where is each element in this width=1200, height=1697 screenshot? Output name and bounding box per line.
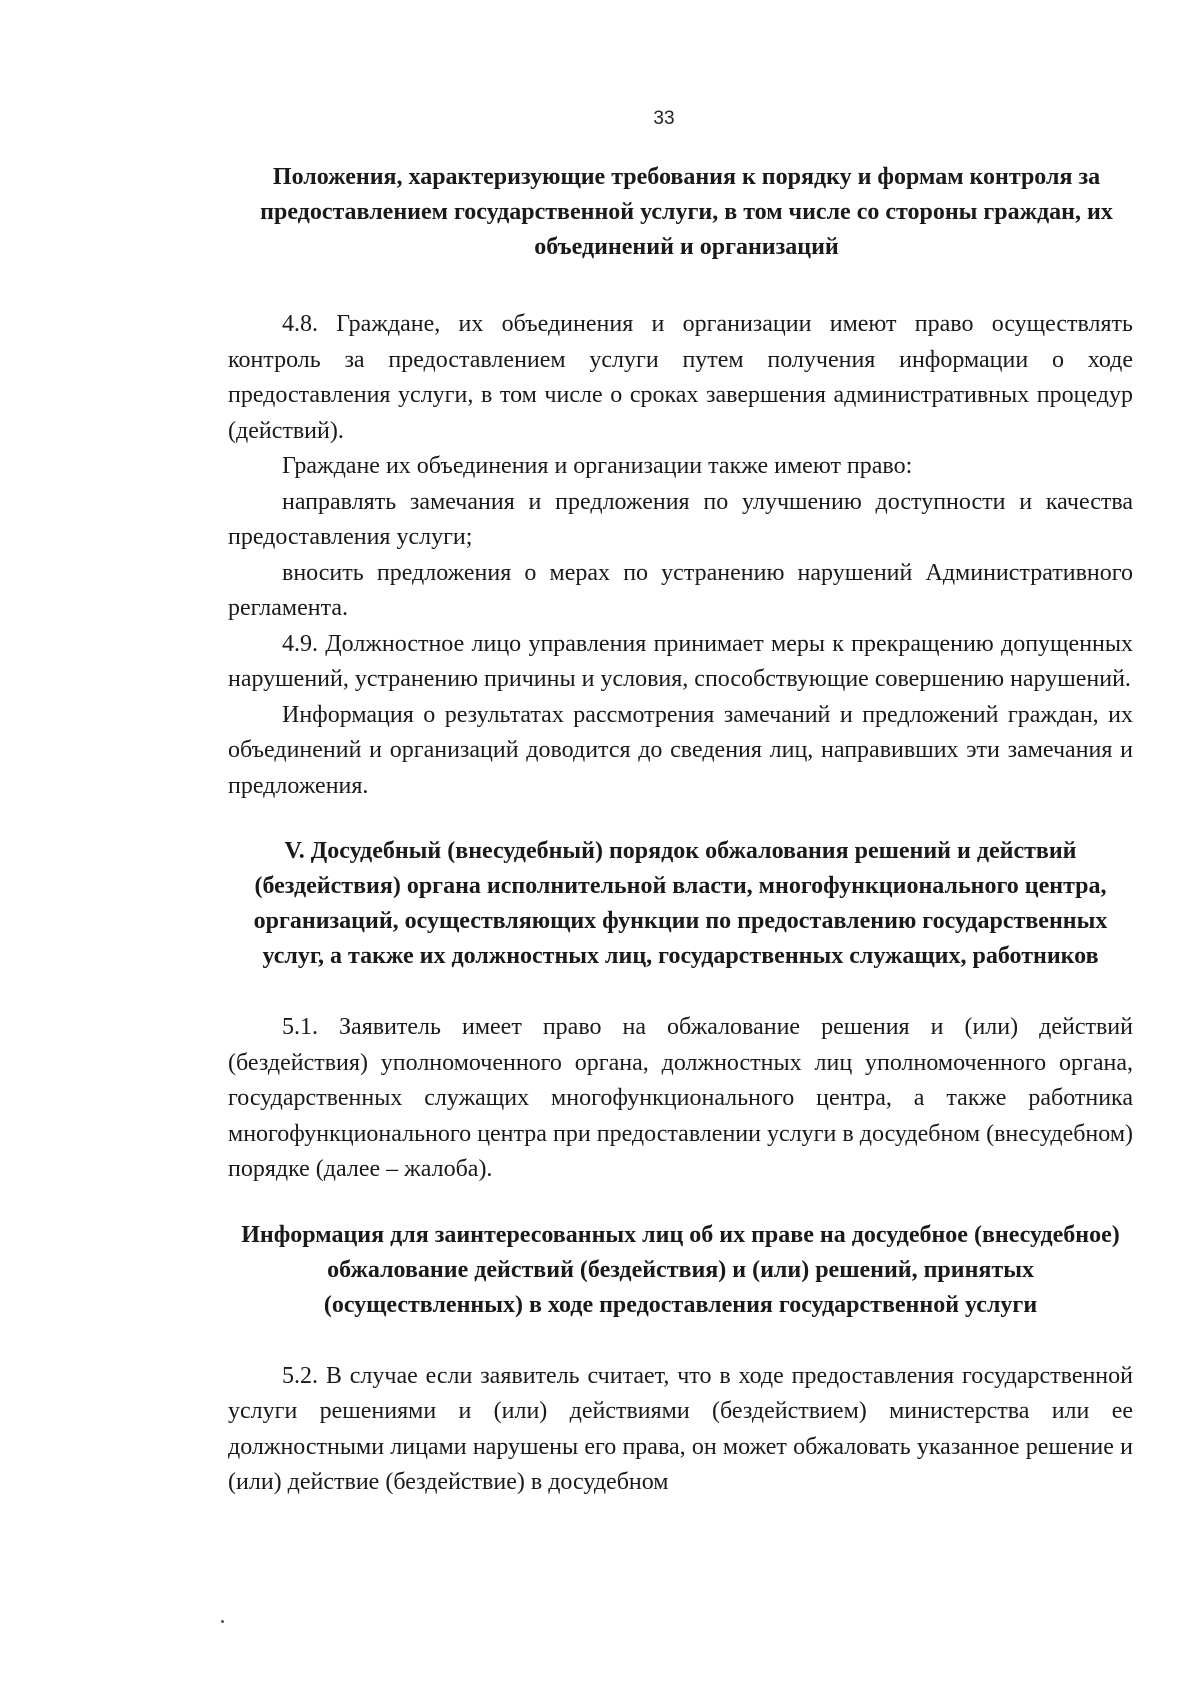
paragraph-rights-intro: Граждане их объединения и организации также имеют право: — [282, 453, 913, 479]
paragraph-4-9: 4.9. Должностное лицо управления принимает меры к прекращению допущенных нарушений, устранению причины и условия, способствующие совершению нарушений. — [228, 630, 1133, 692]
section-heading-control: Положения, характеризующие требования к порядку и формам контроля за предоставлением государственной услуги, в том числе со стороны граждан, их объединений и организаций — [260, 164, 1113, 260]
scan-speck — [221, 1620, 224, 1623]
paragraph-4-8: 4.8. Граждане, их объединения и организации имеют право осуществлять контроль за предоставлением услуги путем получения информации о ходе предоставления услуги, в том числе о сроках завершения административных процедур (действий). — [228, 311, 1133, 444]
paragraph-right-1: направлять замечания и предложения по улучшению доступности и качества предоставления услуги; — [228, 488, 1133, 550]
section-heading-appeal: V. Досудебный (внесудебный) порядок обжалования решений и действий (бездействия) органа исполнительной власти, многофункционального центра, организаций, осуществляющих функции по предоставлению государственных услуг, а также их должностных лиц, государственных служащих, работников — [253, 838, 1108, 969]
paragraph-5-1: 5.1. Заявитель имеет право на обжалование решения и (или) действий (бездействия) уполномоченного органа, должностных лиц уполномоченного органа, государственных служащих многофункционального центра, а также работника многофункционального центра при предоставлении услуги в досудебном (внесудебном) порядке (далее – жалоба). — [228, 1014, 1133, 1182]
paragraph-right-2: вносить предложения о мерах по устранению нарушений Административного регламента. — [228, 559, 1133, 621]
paragraph-5-2: 5.2. В случае если заявитель считает, что в ходе предоставления государственной услуги решениями и (или) действиями (бездействием) министерства или ее должностными лицами нарушены его права, он может обжаловать указанное решение и (или) действие (бездействие) в досудебном — [228, 1362, 1133, 1495]
paragraph-info: Информация о результатах рассмотрения замечаний и предложений граждан, их объединений и организаций доводится до сведения лиц, направивших эти замечания и предложения. — [228, 701, 1133, 799]
document-body — [228, 160, 1133, 1501]
section-heading-info-for-persons: Информация для заинтересованных лиц об их праве на досудебное (внесудебное) обжалование действий (бездействия) и (или) решений, принятых (осуществленных) в ходе предоставления государственной услуги — [241, 1221, 1120, 1318]
page-number: 33 — [653, 108, 675, 129]
